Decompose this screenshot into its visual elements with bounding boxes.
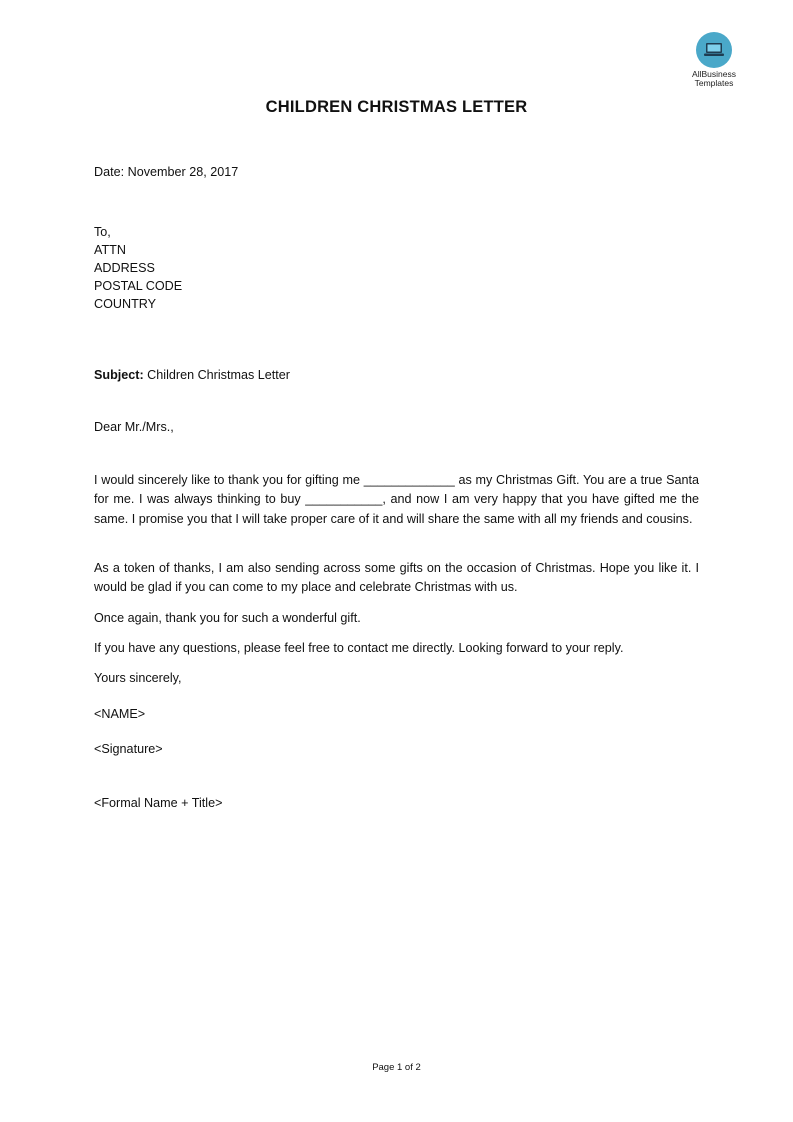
subject-text: Children Christmas Letter xyxy=(143,368,290,382)
recipient-country: COUNTRY xyxy=(94,297,157,311)
logo-text xyxy=(682,70,746,88)
body-paragraph-3: Once again, thank you for such a wonderful gift. xyxy=(94,611,361,625)
recipient-to: To, xyxy=(94,225,111,239)
body-paragraph-2: As a token of thanks, I am also sending across some gifts on the occasion of Christmas. Hope you like it. I would be glad if you can come to my place and celebrate Christmas with us. xyxy=(94,561,699,595)
brand-logo xyxy=(682,32,746,88)
recipient-postal: POSTAL CODE xyxy=(94,279,183,293)
body-paragraph-1: I would sincerely like to thank you for gifting me _____________ as my Christmas Gift. You are a true Santa for me. I was always thinking to buy ___________, and now I am very happy that you have gifted me the same. I promise you that I will take proper care of it and will share the same with all my friends and cousins. xyxy=(94,473,699,526)
page-number: Page 1 of 2 xyxy=(372,1062,421,1073)
body-paragraph-4: If you have any questions, please feel free to contact me directly. Looking forward to your reply. xyxy=(94,641,624,655)
sender-formal-name: <Formal Name + Title> xyxy=(94,796,223,810)
recipient-address: ADDRESS xyxy=(94,261,155,275)
laptop-icon xyxy=(696,32,732,68)
subject-line xyxy=(94,366,290,384)
closing: Yours sincerely, xyxy=(94,671,182,685)
salutation: Dear Mr./Mrs., xyxy=(94,420,174,434)
sender-signature: <Signature> xyxy=(94,742,163,756)
logo-line-1: AllBusiness xyxy=(692,69,736,79)
logo-line-2: Templates xyxy=(694,78,734,88)
letter-date: Date: November 28, 2017 xyxy=(94,165,239,179)
page-title: CHILDREN CHRISTMAS LETTER xyxy=(265,98,528,116)
sender-name: <NAME> xyxy=(94,707,146,721)
recipient-attn: ATTN xyxy=(94,243,126,257)
subject-label: Subject: xyxy=(94,368,144,382)
